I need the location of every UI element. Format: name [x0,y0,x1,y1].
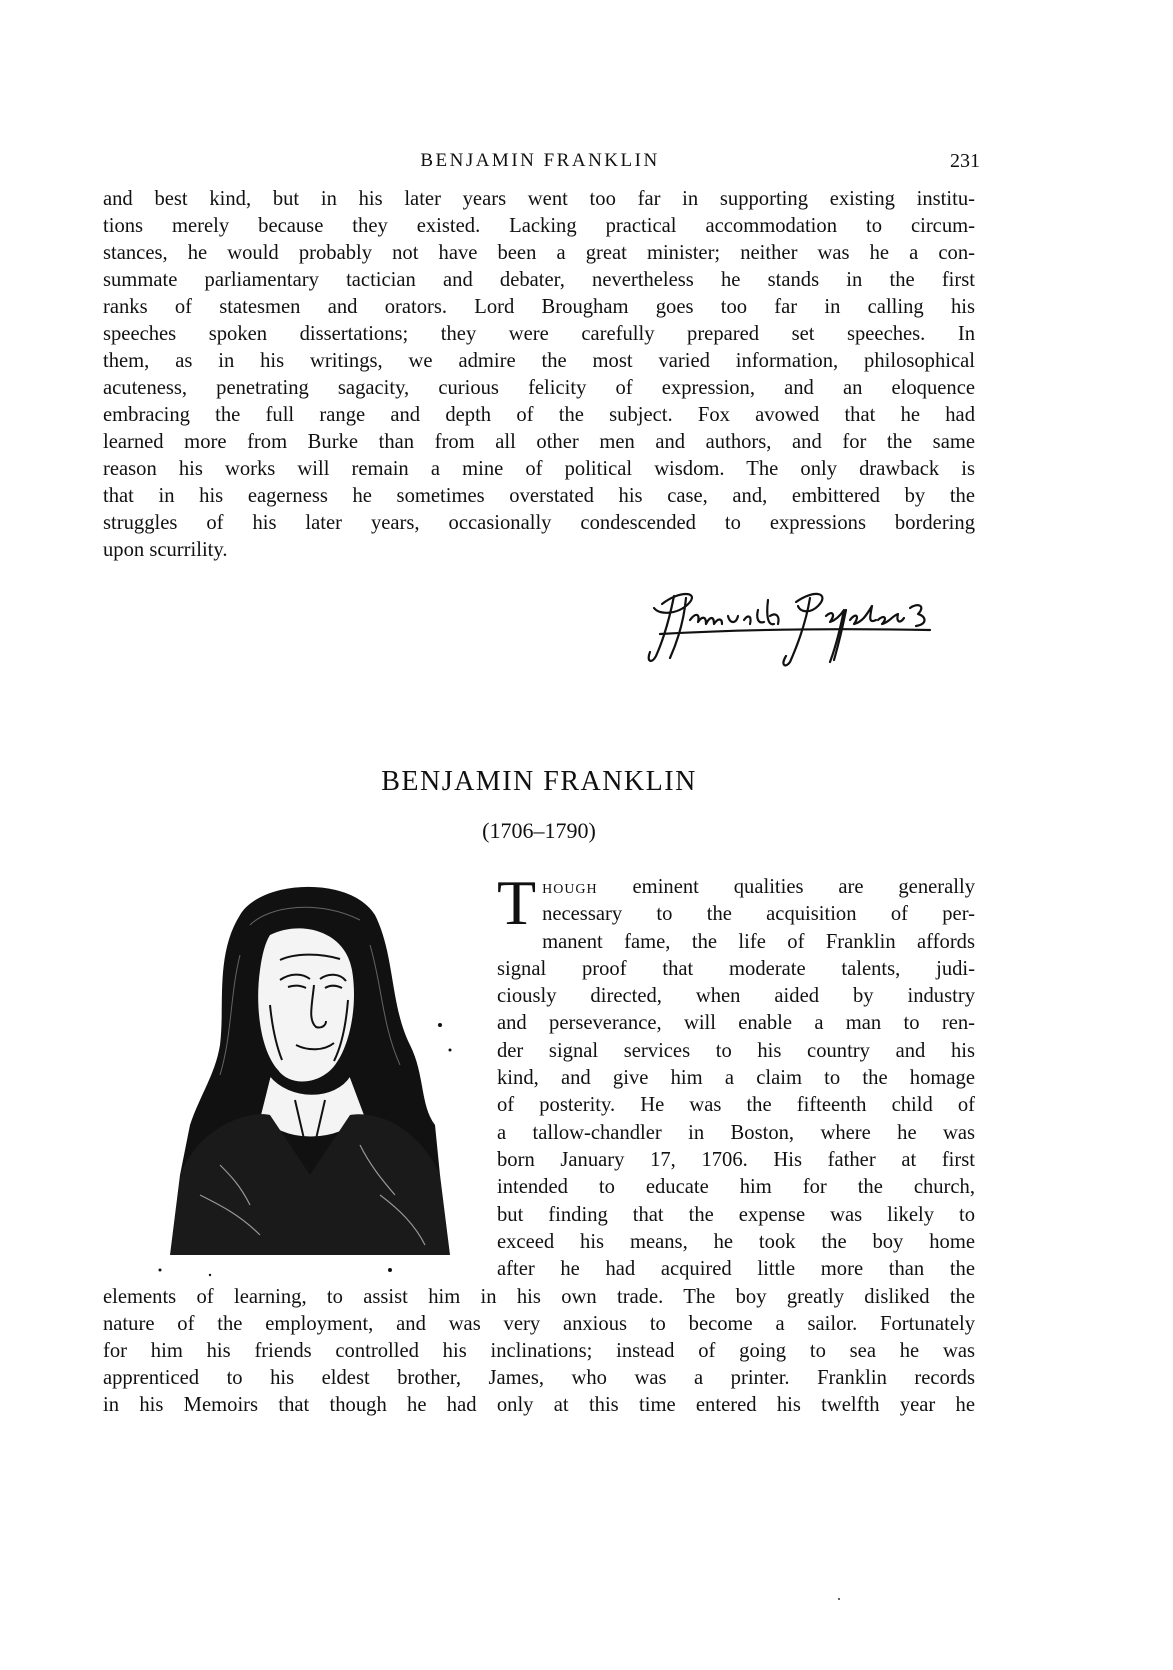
text-line: in his Memoirs that though he had only at this time entered his twelfth year he [103,1394,975,1416]
page-number: 231 [950,150,980,172]
text-line: nature of the employment, and was very anxious to become a sailor. Fortunately [103,1313,975,1335]
text-line: ranks of statesmen and orators. Lord Brougham goes too far in calling his [103,296,975,318]
previous-article-text [103,186,975,564]
text-line: a tallow-chandler in Boston, where he was [497,1121,975,1144]
first-word: hough [542,876,598,898]
text-line: reason his works will remain a mine of political wisdom. The only drawback is [103,458,975,480]
text-line: and best kind, but in his later years went too far in supporting existing institu- [103,188,975,210]
text-line: summate parliamentary tactician and debater, nevertheless he stands in the first [103,269,975,291]
text-line: for him his friends controlled his inclinations; instead of going to sea he was [103,1340,975,1362]
text-line: manent fame, the life of Franklin affords [542,930,975,953]
text-line: ciously directed, when aided by industry [497,985,975,1008]
text-line [497,874,975,901]
text-line: der signal services to his country and his [497,1039,975,1062]
text-line: embracing the full range and depth of the subject. Fox avowed that he had [103,404,975,426]
text-line: that in his eagerness he sometimes overstated his case, and, embittered by the [103,485,975,507]
text-line: learned more from Burke than from all other men and authors, and for the same [103,431,975,453]
text-line: necessary to the acquisition of per- [542,903,975,926]
text-line: apprenticed to his eldest brother, James, who was a printer. Franklin records [103,1367,975,1389]
text-line: but finding that the expense was likely to [497,1203,975,1226]
article-dates: (1706–1790) [482,818,596,843]
text-line: and perseverance, will enable a man to ren- [497,1012,975,1035]
text-line: struggles of his later years, occasionally condescended to expressions bordering [103,512,975,534]
text-line: speeches spoken dissertations; they were carefully prepared set speeches. In [103,323,975,345]
text-line: them, as in his writings, we admire the most varied information, philosophical [103,350,975,372]
text-line: after he had acquired little more than the [497,1258,975,1281]
text-line-content: eminent qualities are generally [632,876,975,898]
article-body-text [103,1284,975,1419]
running-title: BENJAMIN FRANKLIN [420,150,660,171]
running-head [100,148,980,174]
article-title: BENJAMIN FRANKLIN [381,766,697,797]
text-line: signal proof that moderate talents, judi- [497,957,975,980]
text-line: elements of learning, to assist him in his own trade. The boy greatly disliked the [103,1286,975,1308]
text-line: intended to educate him for the church, [497,1176,975,1199]
portrait-image [120,875,480,1285]
text-line: kind, and give him a claim to the homage [497,1067,975,1090]
page-speck [838,1598,840,1600]
text-line: acuteness, penetrating sagacity, curious felicity of expression, and an eloquence [103,377,975,399]
text-line: tions merely because they existed. Lacking practical accommodation to circum- [103,215,975,237]
drop-cap: T [497,867,537,938]
author-signature [640,586,940,676]
text-line: born January 17, 1706. His father at first [497,1148,975,1171]
text-line: of posterity. He was the fifteenth child of [497,1094,975,1117]
text-line: stances, he would probably not have been a great minister; neither was he a con- [103,242,975,264]
portrait-engraving [120,875,480,1285]
article-opening-column [497,867,975,1283]
text-line: exceed his means, he took the boy home [497,1230,975,1253]
text-line: upon scurrility. [103,539,228,561]
signature-image [640,586,940,676]
